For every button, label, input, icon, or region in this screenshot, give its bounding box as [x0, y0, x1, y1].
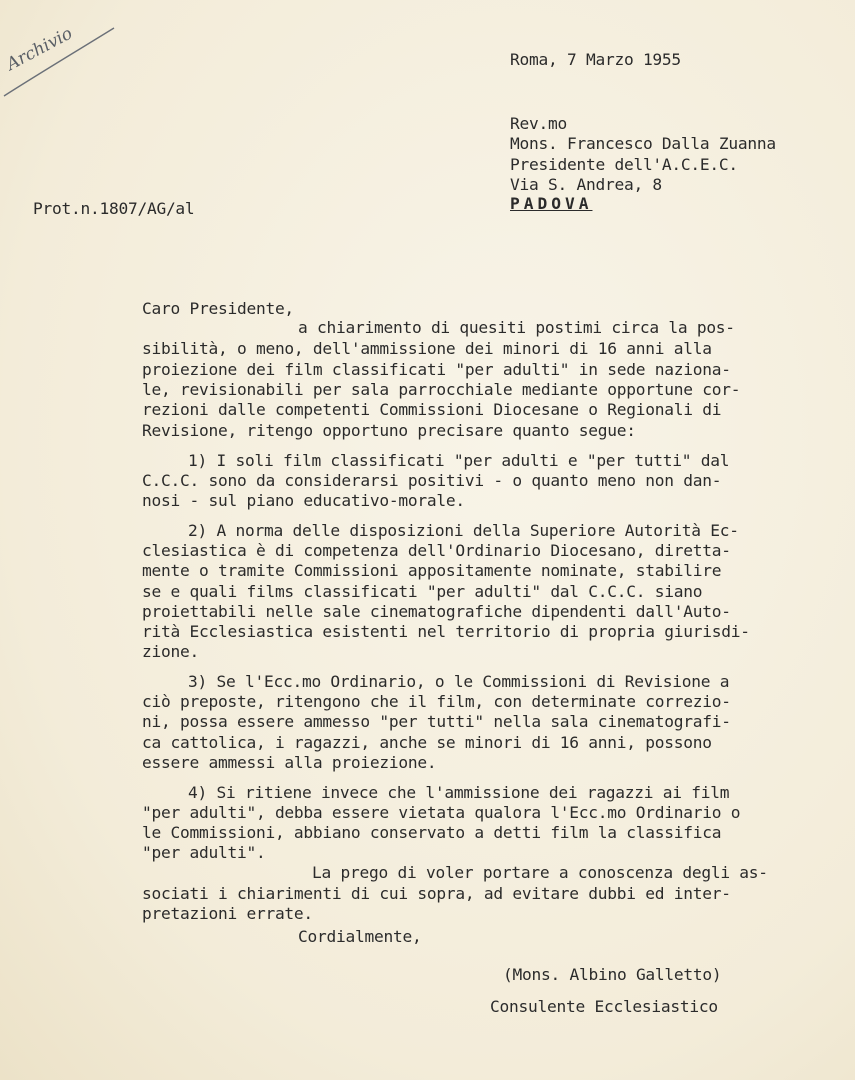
letter-date: Roma, 7 Marzo 1955 — [510, 50, 681, 69]
handwritten-note: Archivio — [3, 23, 76, 75]
body-line: La prego di voler portare a conoscenza degli as- — [312, 863, 768, 882]
body-line: zione. — [142, 642, 199, 661]
recipient-line-2: Mons. Francesco Dalla Zuanna — [510, 134, 776, 153]
body-line: proiezione dei film classificati "per adulti" in sede naziona- — [142, 360, 731, 379]
recipient-line-1: Rev.mo — [510, 114, 567, 133]
body-line: ca cattolica, i ragazzi, anche se minori di 16 anni, possono — [142, 733, 712, 752]
recipient-city: PADOVA — [510, 194, 593, 213]
body-line: 4) Si ritiene invece che l'ammissione dei ragazzi ai film — [188, 783, 730, 802]
body-line: ni, possa essere ammesso "per tutti" nella sala cinematografi- — [142, 712, 731, 731]
body-line: sibilità, o meno, dell'ammissione dei minori di 16 anni alla — [142, 339, 712, 358]
body-line: Revisione, ritengo opportuno precisare quanto segue: — [142, 421, 636, 440]
body-line: le Commissioni, abbiano conservato a detti film la classifica — [142, 823, 722, 842]
signature-title: Consulente Ecclesiastico — [490, 997, 718, 1016]
body-line: 1) I soli film classificati "per adulti e "per tutti" dal — [188, 451, 730, 470]
body-line: essere ammessi alla proiezione. — [142, 753, 437, 772]
body-line: clesiastica è di competenza dell'Ordinario Diocesano, diretta- — [142, 541, 731, 560]
recipient-line-4: Via S. Andrea, 8 — [510, 175, 662, 194]
body-line: proiettabili nelle sale cinematografiche dipendenti dall'Auto- — [142, 602, 731, 621]
handwritten-annotation — [2, 18, 120, 98]
body-line: rità Ecclesiastica esistenti nel territorio di propria giurisdi- — [142, 622, 750, 641]
closing: Cordialmente, — [298, 927, 422, 946]
salutation: Caro Presidente, — [142, 299, 294, 318]
body-line: "per adulti", debba essere vietata qualora l'Ecc.mo Ordinario o — [142, 803, 741, 822]
body-line: mente o tramite Commissioni appositamente nominate, stabilire — [142, 561, 722, 580]
body-line: sociati i chiarimenti di cui sopra, ad evitare dubbi ed inter- — [142, 884, 731, 903]
body-line: a chiarimento di quesiti postimi circa la pos- — [298, 318, 735, 337]
protocol-number: Prot.n.1807/AG/al — [33, 199, 195, 218]
body-line: le, revisionabili per sala parrocchiale mediante opportune cor- — [142, 380, 741, 399]
body-line: nosi - sul piano educativo-morale. — [142, 491, 465, 510]
body-line: C.C.C. sono da considerarsi positivi - o quanto meno non dan- — [142, 471, 722, 490]
body-line: 3) Se l'Ecc.mo Ordinario, o le Commissioni di Revisione a — [188, 672, 730, 691]
body-line: 2) A norma delle disposizioni della Superiore Autorità Ec- — [188, 521, 739, 540]
body-line: ciò preposte, ritengono che il film, con determinate correzio- — [142, 692, 731, 711]
body-line: pretazioni errate. — [142, 904, 313, 923]
body-line: "per adulti". — [142, 843, 266, 862]
signature-name: (Mons. Albino Galletto) — [503, 965, 722, 984]
body-line: se e quali films classificati "per adulti" dal C.C.C. siano — [142, 582, 703, 601]
body-line: rezioni dalle competenti Commissioni Diocesane o Regionali di — [142, 400, 722, 419]
recipient-line-3: Presidente dell'A.C.E.C. — [510, 155, 738, 174]
